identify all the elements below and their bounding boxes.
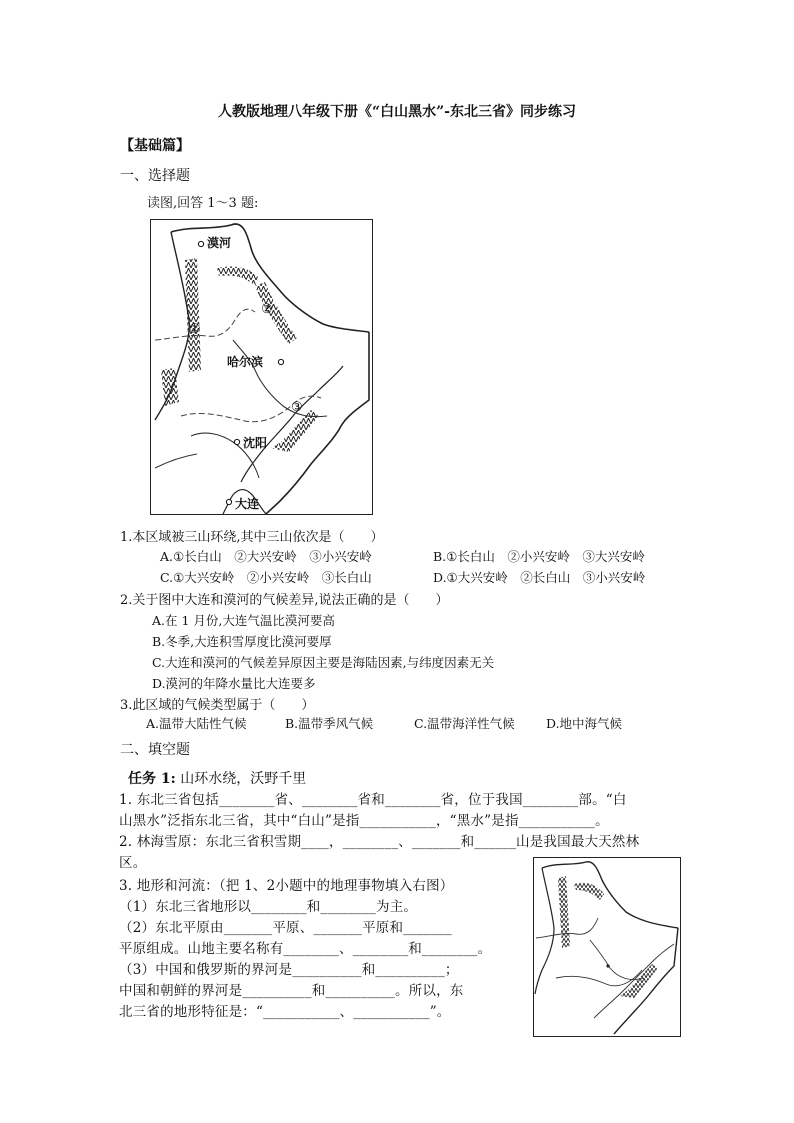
q3-option-a: A.温带大陆性气候 [146, 716, 247, 731]
blank-map-range-2 [574, 883, 604, 900]
map-instruction: 读图,回答 1～3 题: [147, 196, 259, 211]
task-1-line [128, 768, 306, 788]
q1-option-b: B.①长白山 ②小兴安岭 ③大兴安岭 [433, 549, 645, 564]
blank-outline-map [533, 857, 681, 1037]
range-1 [185, 258, 201, 372]
q2-option-c: C.大连和漠河的气候差异原因主要是海陆因素,与纬度因素无关 [152, 655, 495, 670]
range-3 [271, 410, 319, 452]
fill-line-7: （2）东北平原由_______平原、_______平原和_______ [119, 920, 452, 936]
blank-map-dot [606, 964, 609, 967]
page-title: 人教版地理八年级下册《“白山黑水”-东北三省》同步练习 [218, 104, 576, 120]
q3-option-c: C.温带海洋性气候 [414, 716, 515, 731]
fill-line-6: （1）东北三省地形以________和________为主。 [119, 899, 418, 915]
fill-line-9: （3）中国和俄罗斯的界河是__________和__________； [119, 962, 459, 978]
blank-map-range-3 [620, 964, 658, 998]
label-mohe: 漠河 [207, 236, 232, 250]
q1-option-c: C.①大兴安岭 ②小兴安岭 ③长白山 [160, 570, 372, 585]
shenyang-dot [234, 439, 239, 444]
section-basic-label: 【基础篇】 [120, 138, 190, 154]
part2-heading: 二、填空题 [120, 742, 190, 758]
label-num-2: ② [261, 302, 273, 317]
q3-option-d: D.地中海气候 [546, 716, 623, 731]
fill-line-2: 山黑水”泛指东北三省，其中“白山”是指___________，“黑水”是指___________。 [119, 813, 609, 829]
river-3 [155, 454, 197, 468]
blank-outline-map-drawing [534, 858, 680, 1036]
blank-map-river [590, 940, 644, 980]
task-1-label: 任务 1: [128, 771, 176, 787]
range-2 [217, 266, 259, 286]
label-num-3: ③ [291, 400, 303, 415]
task-1-title: 山环水绕，沃野千里 [180, 771, 307, 787]
q3-stem: 3.此区域的气候类型属于（ ） [120, 698, 315, 713]
fill-line-8: 平原组成。山地主要名称有________、________和________。 [119, 941, 492, 957]
label-dalian: 大连 [235, 497, 260, 511]
blank-map-boundary-2 [556, 970, 642, 986]
fill-line-4: 区。 [119, 855, 147, 871]
q2-stem: 2.关于图中大连和漠河的气候差异,说法正确的是（ ） [120, 593, 449, 608]
label-harbin: 哈尔滨 [227, 355, 264, 369]
harbin-dot [278, 359, 283, 364]
q2-option-d: D.漠河的年降水量比大连要多 [152, 676, 316, 691]
province-boundary-1 [155, 309, 255, 340]
blank-map-west [535, 868, 554, 994]
q1-option-d: D.①大兴安岭 ②长白山 ③小兴安岭 [433, 570, 646, 585]
fill-line-11: 北三省的地形特征是：“___________、___________”。 [119, 1004, 451, 1020]
blank-map-range-1 [558, 876, 570, 948]
blank-map-coast [594, 944, 674, 1018]
q2-option-a: A.在 1 月份,大连气温比漠河要高 [152, 613, 335, 628]
dalian-dot [226, 499, 231, 504]
fill-line-10: 中国和朝鲜的界河是__________和__________。所以，东 [119, 983, 464, 999]
q2-option-b: B.冬季,大连积雪厚度比漠河要厚 [152, 634, 332, 649]
label-shenyang: 沈阳 [243, 436, 268, 450]
label-num-1: ① [189, 322, 201, 337]
river-1 [233, 340, 327, 417]
fill-line-5: 3. 地形和河流：（把 1、2小题中的地理事物填入右图） [119, 878, 454, 894]
q3-option-b: B.温带季风气候 [285, 716, 374, 731]
fill-line-3: 2. 林海雪原：东北三省积雪期____，________、_______和______山是我国最大天然林 [119, 834, 640, 850]
mohe-dot [198, 241, 203, 246]
part1-heading: 一、选择题 [120, 168, 190, 184]
q1-stem: 1.本区域被三山环绕,其中三山依次是（ ） [120, 530, 384, 545]
q1-option-a: A.①长白山 ②大兴安岭 ③小兴安岭 [160, 549, 372, 564]
northeast-map [150, 219, 373, 515]
fill-line-1: 1. 东北三省包括________省、________省和________省，位于我国________部。“白 [119, 792, 627, 808]
